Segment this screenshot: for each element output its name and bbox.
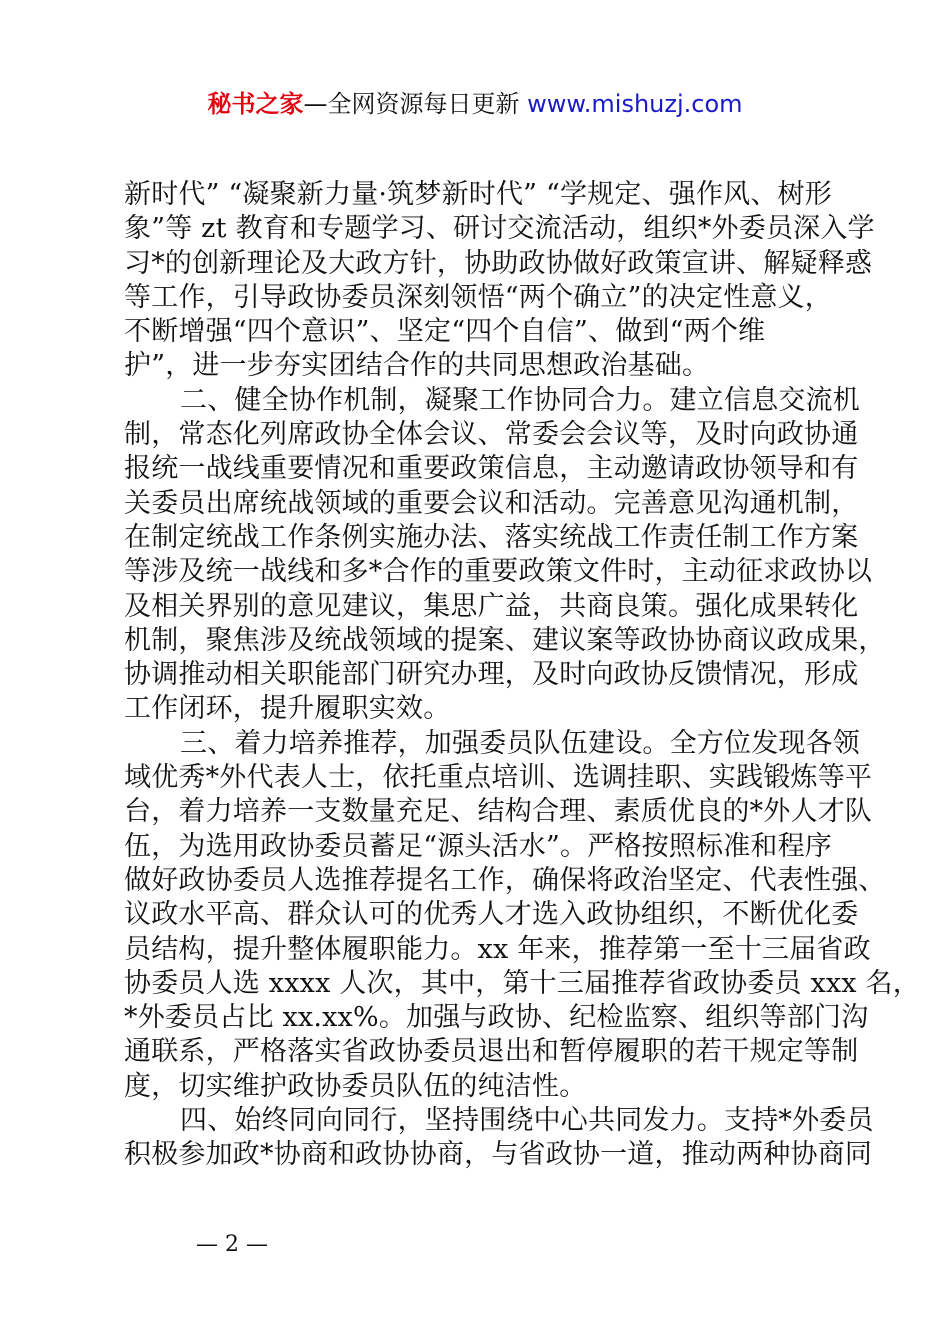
text-line: 报统一战线重要情况和重要政策信息，主动邀请政协领导和有 (124, 453, 859, 485)
text-line: 象”等 zt 教育和专题学习、研讨交流活动，组织*外委员深入学 (124, 213, 875, 245)
text-line: 员结构，提升整体履职能力。xx 年来，推荐第一至十三届省政 (124, 933, 871, 965)
text-line: 机制，聚焦涉及统战领域的提案、建议案等政协协商议政成果， (124, 624, 886, 656)
site-url-link[interactable]: www.mishuzj.com (527, 90, 743, 118)
text-line: 新时代” “凝聚新力量·筑梦新时代” “学规定、强作风、树形 (124, 179, 832, 210)
site-header (0, 86, 950, 122)
text-line: 在制定统战工作条例实施办法、落实统战工作责任制工作方案 (124, 521, 859, 553)
text-line: 习*的创新理论及大政方针，协助政协做好政策宣讲、解疑释惑 (124, 247, 873, 279)
text-line: 积极参加政*协商和政协协商，与省政协一道，推动两种协商同 (124, 1139, 873, 1171)
text-line: 二、健全协作机制，凝聚工作协同合力。建立信息交流机 (180, 384, 860, 416)
text-line: 协调推动相关职能部门研究办理，及时向政协反馈情况，形成 (124, 659, 859, 691)
text-line: 四、始终同向同行，坚持围绕中心共同发力。支持*外委员 (180, 1105, 874, 1137)
text-line: 关委员出席统战领域的重要会议和活动。完善意见沟通机制， (124, 487, 859, 519)
text-line: 域优秀*外代表人士，依托重点培训、选调挂职、实践锻炼等平 (124, 762, 873, 794)
text-line: 通联系，严格落实省政协委员退出和暂停履职的若干规定等制 (124, 1036, 859, 1068)
text-line: 及相关界别的意见建议，集思广益，共商良策。强化成果转化 (124, 590, 859, 622)
text-line: 伍，为选用政协委员蓄足“源头活水”。严格按照标准和程序 (124, 830, 833, 862)
site-tagline: —全网资源每日更新 (303, 90, 528, 118)
document-body (124, 178, 920, 1173)
text-line: 议政水平高、群众认可的优秀人才选入政协组织，不断优化委 (124, 899, 859, 931)
text-line: 制，常态化列席政协全体会议、常委会会议等，及时向政协通 (124, 419, 859, 451)
text-line: 护”，进一步夯实团结合作的共同思想政治基础。 (124, 350, 710, 382)
text-line: 工作闭环，提升履职实效。 (124, 693, 451, 725)
text-line: 三、着力培养推荐，加强委员队伍建设。全方位发现各领 (180, 727, 860, 759)
text-line: 等工作，引导政协委员深刻领悟“两个确立”的决定性意义， (124, 281, 833, 313)
text-line: 等涉及统一战线和多*合作的重要政策文件时，主动征求政协以 (124, 556, 873, 588)
site-brand: 秘书之家 (207, 90, 304, 118)
text-line: *外委员占比 xx.xx%。加强与政协、纪检监察、组织等部门沟 (124, 1002, 869, 1034)
page-number: — 2 — (196, 1232, 268, 1257)
text-line: 不断增强“四个意识”、坚定“四个自信”、做到“两个维 (124, 316, 766, 348)
text-line: 度，切实维护政协委员队伍的纯洁性。 (124, 1070, 587, 1102)
text-line: 台，着力培养一支数量充足、结构合理、素质优良的*外人才队 (124, 796, 873, 828)
text-line: 协委员人选 xxxx 人次，其中，第十三届推荐省政协委员 xxx 名， (124, 967, 920, 999)
text-line: 做好政协委员人选推荐提名工作，确保将政治坚定、代表性强、 (124, 864, 886, 896)
